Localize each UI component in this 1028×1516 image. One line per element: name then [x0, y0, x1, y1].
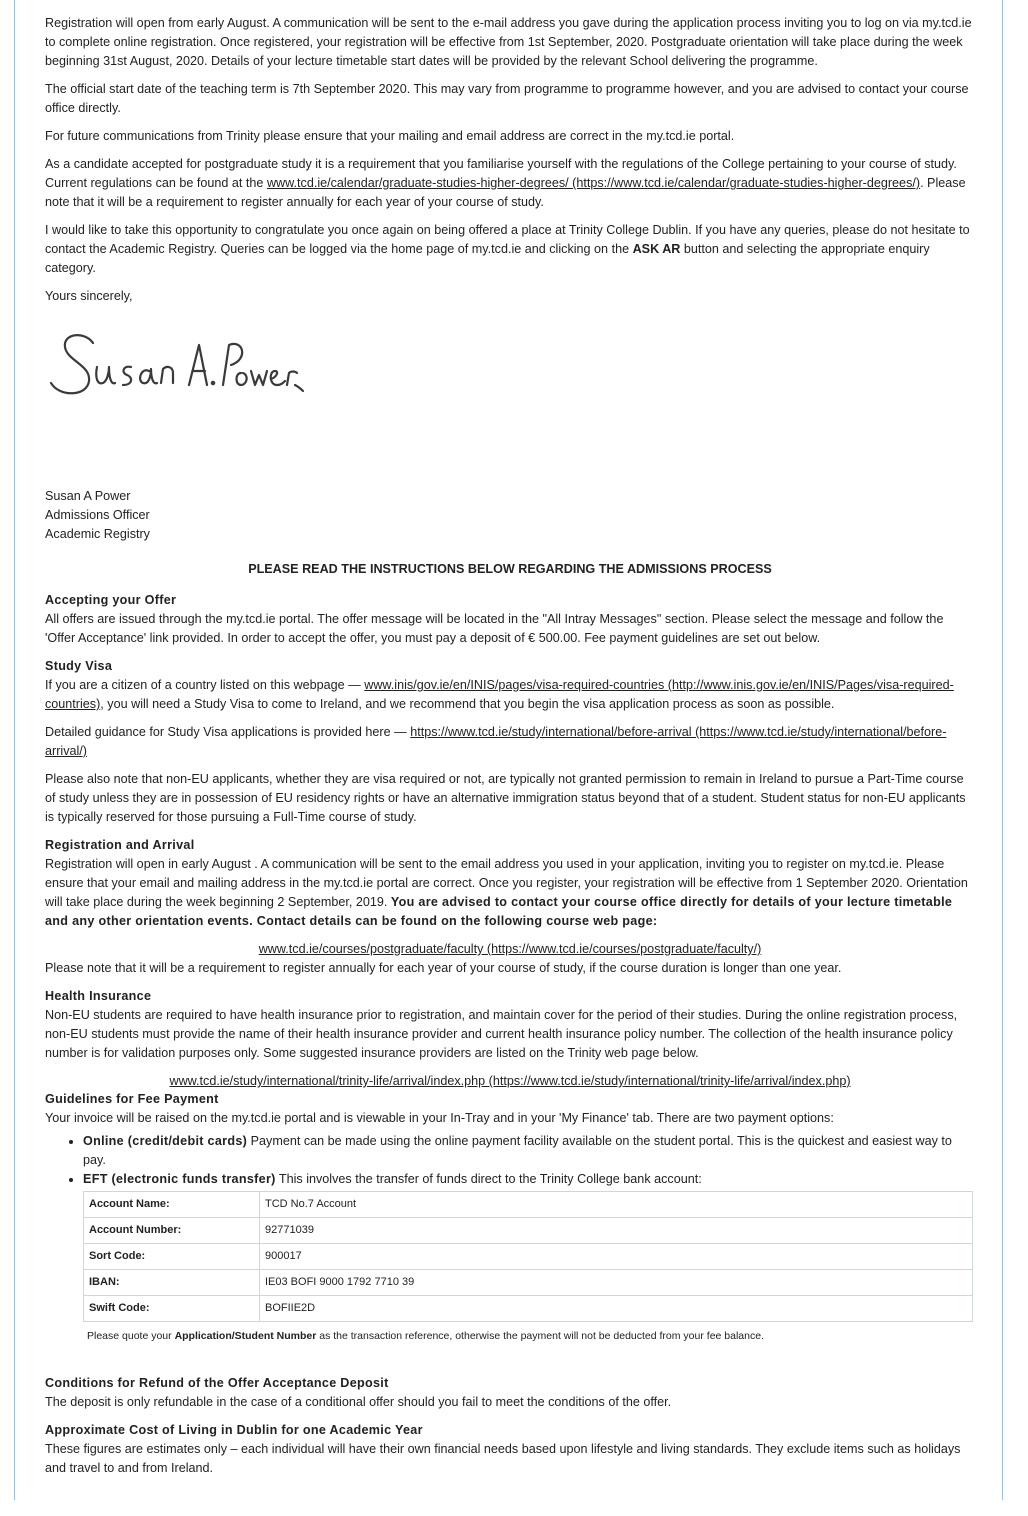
fees-section	[45, 1090, 975, 1346]
congrats-text-b: button and selecting the appropriate enquiry category.	[45, 242, 930, 275]
payment-reference-note	[87, 1327, 975, 1346]
accepting-section	[45, 591, 975, 648]
intro-paragraph-5	[45, 221, 975, 278]
payment-option-eft	[83, 1170, 975, 1189]
faculty-link[interactable]: www.tcd.ie/courses/postgraduate/faculty (https://www.tcd.ie/courses/postgraduate/faculty/)	[258, 942, 762, 956]
signatory-name: Susan A Power	[45, 489, 131, 503]
fees-heading: Guidelines for Fee Payment	[45, 1092, 219, 1106]
note-text-b: as the transaction reference, otherwise the payment will not be deducted from your fee balance.	[316, 1330, 764, 1342]
before-arrival-link[interactable]: https://www.tcd.ie/study/international/before-arrival (https://www.tcd.ie/study/international/before-arrival/)	[45, 725, 947, 758]
signatory-block	[45, 487, 975, 544]
refund-text: The deposit is only refundable in the case of a conditional offer should you fail to meet the conditions of the offer.	[45, 1395, 672, 1409]
spacer	[45, 1346, 975, 1374]
refund-section	[45, 1374, 975, 1412]
payment-options-list	[45, 1132, 975, 1189]
table-row	[84, 1296, 973, 1322]
visa-paragraph-1	[45, 676, 975, 714]
online-label: Online (credit/debit cards)	[83, 1134, 248, 1148]
intro-paragraph-4	[45, 155, 975, 212]
health-section	[45, 987, 975, 1091]
faculty-link-row	[45, 940, 975, 959]
accepting-text: All offers are issued through the my.tcd.ie portal. The offer message will be located in the "All Intray Messages" section. Please select the message and follow the 'Offer Acceptance' link provided. In order to accept the offer, you must pay a deposit of € 500.00. Fee payment guidelines are set out below.	[45, 612, 944, 645]
intro-paragraph-1: Registration will open from early August. A communication will be sent to the e-mail address you gave during the application process inviting you to log on via my.tcd.ie to complete online registration. Once registered, your registration will be effective from 1st September, 2020. Postgraduate orientation will take place during the week beginning 31st August, 2020. Details of your lecture timetable start dates will be provided by the relevant School delivering the programme.	[45, 16, 972, 68]
note-text-a: Please quote your	[87, 1330, 175, 1342]
table-row	[84, 1244, 973, 1270]
note-bold: Application/Student Number	[174, 1330, 317, 1342]
signatory-title: Admissions Officer	[45, 508, 150, 522]
living-cost-heading: Approximate Cost of Living in Dublin for one Academic Year	[45, 1423, 423, 1437]
health-text: Non-EU students are required to have health insurance prior to registration, and maintain cover for the period of their studies. During the online registration process, non-EU students must provide the name of their health insurance provider and current health insurance policy number. The collection of the health insurance policy number is for validation purposes only. Some suggested insurance providers are listed on the Trinity web page below.	[45, 1008, 958, 1060]
intro-paragraph-2: The official start date of the teaching term is 7th September 2020. This may vary from programme to programme however, and you are advised to contact your course office directly.	[45, 82, 969, 115]
instructions-title: PLEASE READ THE INSTRUCTIONS BELOW REGARDING THE ADMISSIONS PROCESS	[248, 562, 772, 576]
signatory-department: Academic Registry	[45, 527, 150, 541]
registration-note: Please note that it will be a requirement to register annually for each year of your course of study, if the course duration is longer than one year.	[45, 961, 842, 975]
visa-paragraph-3: Please also note that non-EU applicants, whether they are visa required or not, are typically not granted permission to remain in Ireland to pursue a Part-Time course of study unless they are in possession of EU residency rights or have an alternative immigration status beyond that of a student. Student status for non-EU applicants is typically reserved for those pursuing a Full-Time course of study.	[45, 772, 966, 824]
bank-label: Swift Code:	[84, 1296, 260, 1322]
eft-label: EFT (electronic funds transfer)	[83, 1172, 276, 1186]
handwritten-signature	[45, 315, 975, 435]
bank-label: Account Name:	[84, 1192, 260, 1218]
congrats-text-a: I would like to take this opportunity to congratulate you once again on being offered a place at Trinity College Dublin. If you have any queries, please do not hesitate to contact the Academic Registry. Queries can be logged via the home page of my.tcd.ie and clicking on the	[45, 223, 970, 256]
table-row	[84, 1218, 973, 1244]
registration-heading: Registration and Arrival	[45, 838, 195, 852]
registration-text	[45, 855, 975, 931]
bank-label: IBAN:	[84, 1270, 260, 1296]
refund-heading: Conditions for Refund of the Offer Acceptance Deposit	[45, 1376, 389, 1390]
letter-body	[45, 14, 975, 1487]
bank-value: 900017	[260, 1244, 973, 1270]
visa-section	[45, 657, 975, 827]
bank-value: BOFIIE2D	[260, 1296, 973, 1322]
health-heading: Health Insurance	[45, 989, 152, 1003]
visa-paragraph-2	[45, 723, 975, 761]
registration-text-bold: You are advised to contact your course office directly for details of your lecture timetable and any other orientation events. Contact details can be found on the following course web page:	[45, 895, 953, 928]
bank-label: Account Number:	[84, 1218, 260, 1244]
bank-value: IE03 BOFI 9000 1792 7710 39	[260, 1270, 973, 1296]
insurance-link[interactable]: www.tcd.ie/study/international/trinity-life/arrival/index.php (https://www.tcd.ie/study/international/trinity-life/arrival/index.php)	[169, 1074, 851, 1088]
living-cost-section	[45, 1421, 975, 1478]
ask-ar-label: ASK AR	[632, 242, 681, 256]
visa-text-b: , you will need a Study Visa to come to Ireland, and we recommend that you begin the visa application process as soon as possible.	[100, 697, 835, 711]
living-cost-text: These figures are estimates only – each individual will have their own financial needs based upon lifestyle and living standards. They exclude items such as holidays and travel to and from Ireland.	[45, 1442, 961, 1475]
regulations-link[interactable]: www.tcd.ie/calendar/graduate-studies-higher-degrees/ (https://www.tcd.ie/calendar/graduate-studies-higher-degrees/)	[266, 176, 921, 190]
table-row	[84, 1192, 973, 1218]
regulations-text-a: As a candidate accepted for postgraduate study it is a requirement that you familiarise yourself with the regulations of the College pertaining to your course of study. Current regulations can be found at the	[45, 157, 957, 190]
visa-guidance-text: Detailed guidance for Study Visa applications is provided here —	[45, 725, 411, 739]
intro-paragraph-3: For future communications from Trinity please ensure that your mailing and email address are correct in the my.tcd.ie portal.	[45, 129, 735, 143]
closing-salutation: Yours sincerely,	[45, 289, 133, 303]
table-row	[84, 1270, 973, 1296]
bank-value: 92771039	[260, 1218, 973, 1244]
bank-label: Sort Code:	[84, 1244, 260, 1270]
registration-section	[45, 836, 975, 978]
accepting-heading: Accepting your Offer	[45, 593, 177, 607]
visa-heading: Study Visa	[45, 659, 113, 673]
visa-text-a: If you are a citizen of a country listed on this webpage —	[45, 678, 365, 692]
regulations-text-b: . Please note that it will be a requirement to register annually for each year of your course of study.	[45, 176, 966, 209]
page-frame	[14, 0, 1003, 1500]
registration-text-a: Registration will open in early August . A communication will be sent to the email address you used in your application, inviting you to register on my.tcd.ie. Please ensure that your email and mailing address in the my.tcd.ie portal are correct. Once you register, your registration will be effective from 1 September 2020. Orientation will take place during the week beginning 2 September, 2019.	[45, 857, 968, 909]
online-text: Payment can be made using the online payment facility available on the student portal. This is the quickest and easiest way to pay.	[83, 1134, 952, 1167]
eft-text: This involves the transfer of funds direct to the Trinity College bank account:	[275, 1172, 702, 1186]
visa-countries-link[interactable]: www.inis/gov.ie/en/INIS/pages/visa-required-countries (http://www.inis.gov.ie/en/INIS/Pages/visa-required-countries)	[45, 678, 954, 711]
bank-details-table	[83, 1191, 973, 1322]
fees-intro: Your invoice will be raised on the my.tcd.ie portal and is viewable in your In-Tray and in your 'My Finance' tab. There are two payment options:	[45, 1111, 834, 1125]
bank-value: TCD No.7 Account	[260, 1192, 973, 1218]
insurance-link-row	[45, 1072, 975, 1091]
payment-option-online	[83, 1132, 975, 1170]
